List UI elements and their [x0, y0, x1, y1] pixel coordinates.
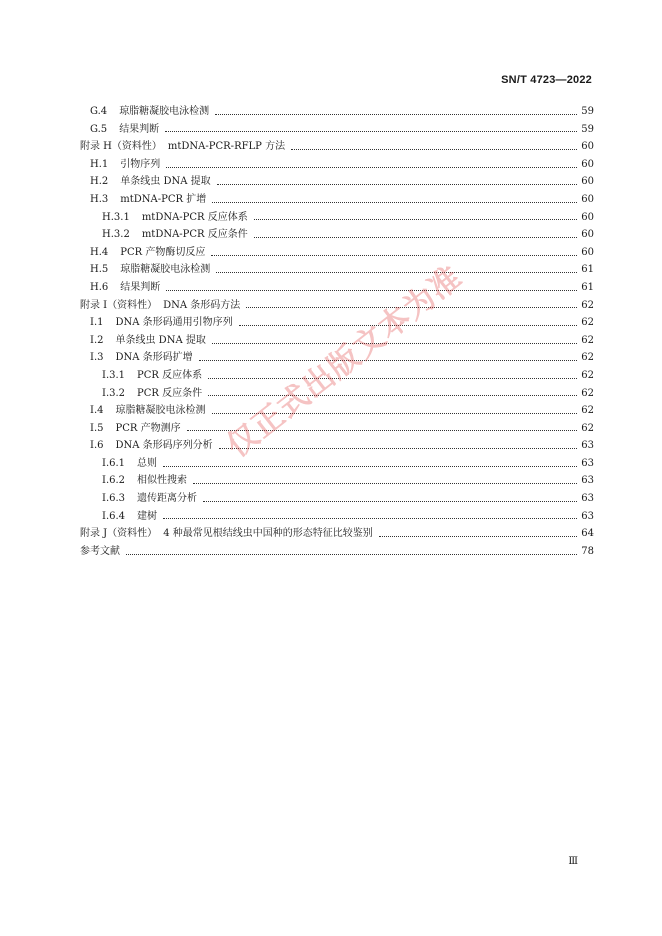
toc-entry-title: 参考文献 [80, 545, 120, 557]
toc-entry[interactable] [80, 420, 594, 438]
toc-entry[interactable] [80, 332, 594, 350]
toc-entry-title: 4 种最常见根结线虫中国种的形态特征比较鉴别 [163, 528, 373, 540]
toc-entry-title: 结果判断 [119, 123, 160, 135]
toc-entry-page: 64 [581, 528, 594, 540]
toc-entry-number: I.6.3 [102, 493, 126, 505]
toc-entry-page: 63 [581, 475, 594, 487]
toc-entry-page: 63 [581, 493, 594, 505]
toc-entry[interactable] [80, 472, 594, 490]
toc-entry-number: 附录 J（资料性） [80, 528, 158, 540]
toc-dot-leader [212, 412, 578, 414]
toc-entry[interactable] [80, 349, 594, 367]
toc-dot-leader [187, 429, 578, 431]
toc-entry-title: DNA 条形码序列分析 [115, 440, 213, 452]
toc-entry-number: H.4 [90, 246, 109, 258]
toc-entry-page: 63 [581, 510, 594, 522]
page-number: Ⅲ [568, 856, 578, 867]
toc-dot-leader [208, 377, 577, 379]
toc-entry-page: 62 [581, 387, 594, 399]
toc-entry-number: H.3.2 [102, 229, 130, 241]
toc-dot-leader [254, 236, 577, 238]
toc-entry-number: H.5 [90, 264, 109, 276]
toc-entry-title: 相似性搜索 [137, 475, 188, 487]
toc-entry[interactable] [80, 209, 594, 227]
toc-entry-title: mtDNA-PCR 反应体系 [141, 211, 248, 223]
toc-entry-page: 60 [581, 229, 594, 241]
toc-dot-leader [166, 166, 577, 168]
toc-entry[interactable] [80, 156, 594, 174]
toc-entry[interactable] [80, 525, 594, 543]
toc-entry-number: I.3.2 [102, 387, 126, 399]
toc-entry[interactable] [80, 402, 594, 420]
toc-entry-title: 建树 [137, 510, 158, 522]
toc-dot-leader [211, 254, 577, 256]
toc-entry[interactable] [80, 490, 594, 508]
toc-dot-leader [165, 130, 577, 132]
toc-entry-page: 60 [581, 193, 594, 205]
toc-entry-page: 62 [581, 299, 594, 311]
toc-entry[interactable] [80, 279, 594, 297]
toc-dot-leader [215, 113, 577, 115]
toc-entry-number: I.6 [90, 440, 104, 452]
toc-entry-title: PCR 产物酶切反应 [120, 246, 206, 258]
toc-entry-page: 60 [581, 246, 594, 258]
toc-dot-leader [193, 482, 577, 484]
toc-entry-title: 单条线虫 DNA 提取 [120, 176, 211, 188]
toc-entry-title: mtDNA-PCR 反应条件 [141, 229, 248, 241]
toc-entry-title: mtDNA-PCR-RFLP 方法 [167, 141, 286, 153]
toc-entry-page: 78 [581, 545, 594, 557]
toc-entry-number: I.3 [90, 352, 104, 364]
toc-entry-page: 60 [581, 176, 594, 188]
toc-dot-leader [239, 324, 578, 326]
toc-entry-number: H.1 [90, 158, 109, 170]
toc-entry-title: PCR 反应条件 [137, 387, 203, 399]
toc-entry[interactable] [80, 226, 594, 244]
toc-entry-page: 62 [581, 405, 594, 417]
toc-entry[interactable] [80, 244, 594, 262]
toc-entry-number: H.6 [90, 281, 109, 293]
toc-entry-title: 琼脂糖凝胶电泳检测 [115, 405, 206, 417]
toc-entry-number: H.3.1 [102, 211, 130, 223]
toc-dot-leader [291, 148, 577, 150]
toc-entry-number: H.2 [90, 176, 109, 188]
toc-entry[interactable] [80, 121, 594, 139]
toc-dot-leader [216, 271, 577, 273]
toc-entry-number: G.4 [90, 106, 108, 117]
toc-entry-page: 62 [581, 369, 594, 381]
toc-entry[interactable] [80, 138, 594, 156]
toc-entry-title: PCR 反应体系 [137, 369, 203, 381]
watermark: 仅正式出版文本为准 [219, 258, 470, 465]
toc-entry-page: 61 [581, 264, 594, 276]
toc-entry-title: DNA 条形码方法 [163, 299, 241, 311]
toc-entry-title: 琼脂糖凝胶电泳检测 [120, 264, 211, 276]
toc-entry[interactable] [80, 455, 594, 473]
toc-entry[interactable] [80, 297, 594, 315]
toc-entry-title: DNA 条形码扩增 [115, 352, 193, 364]
toc-entry[interactable] [80, 191, 594, 209]
toc-entry-number: G.5 [90, 123, 108, 135]
toc-entry-title: 单条线虫 DNA 提取 [115, 334, 206, 346]
toc-entry[interactable] [80, 543, 594, 561]
toc-entry[interactable] [80, 173, 594, 191]
toc-entry-title: PCR 产物测序 [115, 422, 181, 434]
toc-dot-leader [126, 553, 577, 555]
toc-dot-leader [212, 342, 577, 344]
toc-entry[interactable] [80, 261, 594, 279]
document-number: SN/T 4723—2022 [501, 74, 592, 86]
toc-entry-title: 总则 [137, 457, 158, 469]
toc-entry-page: 62 [581, 334, 594, 346]
toc-entry-title: 琼脂糖凝胶电泳检测 [119, 106, 210, 117]
toc-entry-number: I.4 [90, 405, 104, 417]
toc-dot-leader [203, 500, 577, 502]
toc-entry-number: I.3.1 [102, 369, 126, 381]
table-of-contents [80, 103, 594, 560]
toc-entry-page: 60 [581, 211, 594, 223]
toc-entry-page: 62 [581, 317, 594, 329]
toc-entry-page: 63 [581, 457, 594, 469]
toc-entry[interactable] [80, 367, 594, 385]
toc-dot-leader [217, 183, 578, 185]
toc-entry-number: H.3 [90, 193, 109, 205]
toc-entry[interactable] [80, 103, 594, 121]
toc-entry-number: 附录 H（资料性） [80, 141, 162, 153]
toc-entry-number: 附录 I（资料性） [80, 299, 158, 311]
toc-entry-page: 60 [581, 141, 594, 153]
toc-dot-leader [163, 517, 577, 519]
toc-dot-leader [208, 394, 577, 396]
toc-entry-page: 59 [581, 123, 594, 135]
toc-entry[interactable] [80, 437, 594, 455]
toc-entry-page: 63 [581, 440, 594, 452]
toc-entry-title: mtDNA-PCR 扩增 [120, 193, 207, 205]
toc-entry[interactable] [80, 508, 594, 526]
toc-dot-leader [246, 306, 577, 308]
toc-entry-page: 60 [581, 158, 594, 170]
toc-entry-title: 遗传距离分析 [137, 493, 198, 505]
toc-entry-number: I.6.1 [102, 457, 126, 469]
toc-entry-page: 62 [581, 352, 594, 364]
toc-entry-number: I.1 [90, 317, 104, 329]
toc-entry-title: DNA 条形码通用引物序列 [115, 317, 233, 329]
toc-entry[interactable] [80, 385, 594, 403]
toc-entry[interactable] [80, 314, 594, 332]
toc-dot-leader [379, 535, 578, 537]
toc-entry-number: I.2 [90, 334, 104, 346]
toc-entry-number: I.6.2 [102, 475, 126, 487]
toc-dot-leader [219, 447, 578, 449]
toc-dot-leader [212, 201, 577, 203]
toc-entry-title: 结果判断 [120, 281, 161, 293]
toc-entry-page: 61 [581, 281, 594, 293]
toc-dot-leader [254, 218, 577, 220]
toc-entry-number: I.6.4 [102, 510, 126, 522]
toc-entry-page: 59 [581, 106, 594, 117]
toc-dot-leader [163, 465, 577, 467]
toc-entry-title: 引物序列 [120, 158, 161, 170]
toc-dot-leader [166, 289, 577, 291]
toc-entry-number: I.5 [90, 422, 104, 434]
toc-entry-page: 62 [581, 422, 594, 434]
toc-dot-leader [199, 359, 578, 361]
